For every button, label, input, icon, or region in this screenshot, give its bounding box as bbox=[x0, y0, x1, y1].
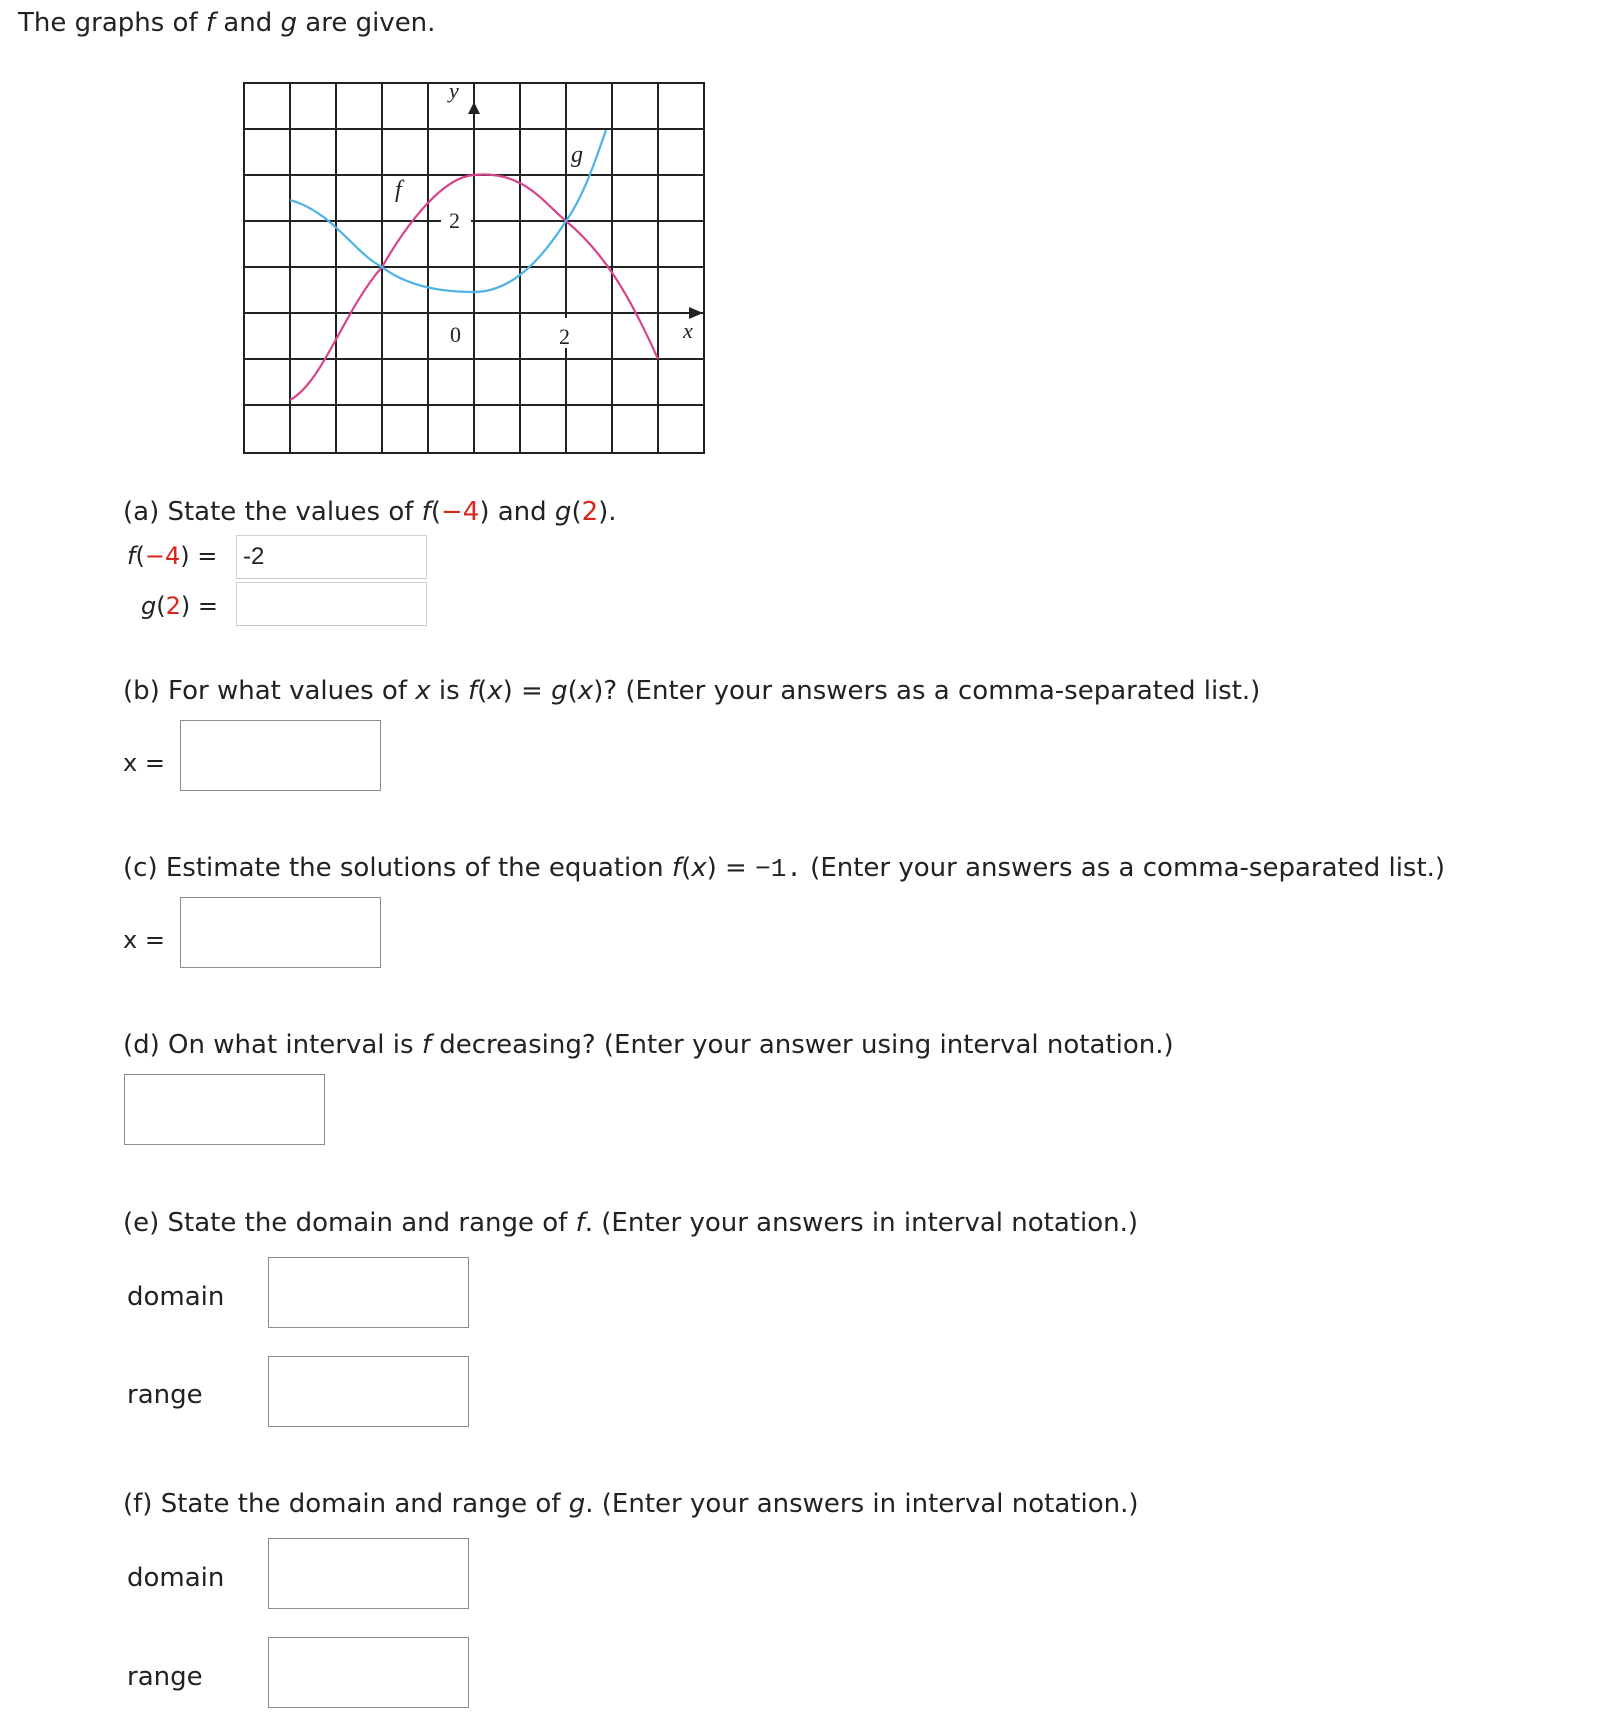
tick-x-2: 2 bbox=[559, 324, 570, 349]
intro-text: The graphs of f and g are given. bbox=[18, 8, 436, 38]
part-f-domain-answer[interactable] bbox=[268, 1538, 469, 1609]
part-c-input[interactable] bbox=[181, 898, 380, 967]
part-e-prompt: (e) State the domain and range of f. (Enter your answers in interval notation.) bbox=[123, 1208, 1138, 1238]
f-neg4-label: f(−4) = bbox=[127, 542, 218, 570]
f-neg4-answer[interactable] bbox=[236, 535, 427, 579]
g-2-input[interactable] bbox=[237, 583, 426, 625]
part-f-range-label: range bbox=[127, 1662, 203, 1692]
part-e-range-answer[interactable] bbox=[268, 1356, 469, 1427]
part-f-prompt: (f) State the domain and range of g. (Enter your answers in interval notation.) bbox=[123, 1489, 1139, 1519]
part-c-prompt: (c) Estimate the solutions of the equation f(x) = −1. (Enter your answers as a comma-separated list.) bbox=[123, 853, 1446, 884]
part-e-range-input[interactable] bbox=[269, 1357, 468, 1426]
f-label: f bbox=[395, 177, 402, 203]
part-b-prompt: (b) For what values of x is f(x) = g(x)? (Enter your answers as a comma-separated list.) bbox=[123, 676, 1261, 706]
grid bbox=[243, 82, 705, 454]
f-neg4-input[interactable] bbox=[237, 536, 426, 578]
tick-y-2: 2 bbox=[449, 208, 460, 233]
part-e-domain-input[interactable] bbox=[269, 1258, 468, 1327]
part-c-x-label: x = bbox=[123, 926, 165, 954]
part-f-range-answer[interactable] bbox=[268, 1637, 469, 1708]
part-f-domain-label: domain bbox=[127, 1563, 225, 1593]
part-a-prompt: (a) State the values of f(−4) and g(2). bbox=[123, 497, 617, 527]
y-axis-arrow bbox=[468, 102, 480, 114]
part-e-domain-answer[interactable] bbox=[268, 1257, 469, 1328]
part-c-answer[interactable] bbox=[180, 897, 381, 968]
g-2-answer[interactable] bbox=[236, 582, 427, 626]
part-f-range-input[interactable] bbox=[269, 1638, 468, 1707]
part-d-prompt: (d) On what interval is f decreasing? (Enter your answer using interval notation.) bbox=[123, 1030, 1174, 1060]
part-b-x-label: x = bbox=[123, 749, 165, 777]
part-b-input[interactable] bbox=[181, 721, 380, 790]
part-e-range-label: range bbox=[127, 1380, 203, 1410]
g-label: g bbox=[571, 142, 583, 168]
function-graph bbox=[243, 82, 705, 454]
y-axis-label: y bbox=[449, 82, 459, 103]
part-e-domain-label: domain bbox=[127, 1282, 225, 1312]
part-d-input[interactable] bbox=[125, 1075, 324, 1144]
part-d-answer[interactable] bbox=[124, 1074, 325, 1145]
part-b-answer[interactable] bbox=[180, 720, 381, 791]
part-f-domain-input[interactable] bbox=[269, 1539, 468, 1608]
g-2-label: g(2) = bbox=[141, 592, 218, 620]
x-axis-label: x bbox=[683, 318, 693, 343]
tick-origin: 0 bbox=[450, 322, 461, 347]
